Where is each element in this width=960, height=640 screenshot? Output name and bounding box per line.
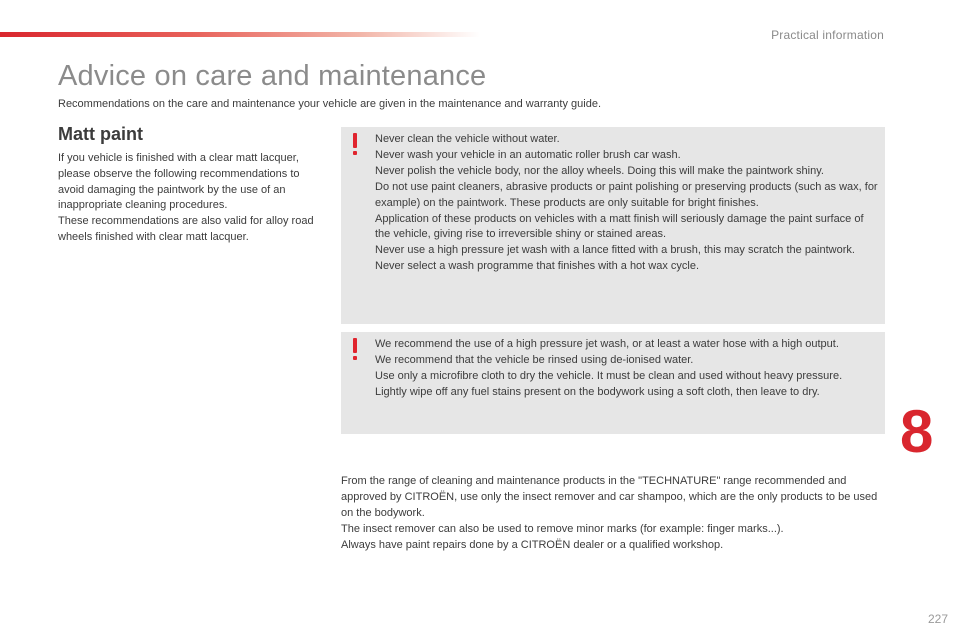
technature-info	[341, 473, 889, 553]
warning-line: Never wash your vehicle in an automatic roller brush car wash.	[375, 148, 681, 161]
paragraph: From the range of cleaning and maintenance products in the "TECHNATURE" range recommended and approved by CITROËN, use only the insect remover and car shampoo, which are the only products to be used on the bodywork.	[341, 475, 878, 519]
warning-line: Lightly wipe off any fuel stains present on the bodywork using a soft cloth, then leave to dry.	[375, 385, 820, 398]
paragraph: If you vehicle is finished with a clear matt lacquer, please observe the following recommendations to avoid damaging the paintwork by the use of an inappropriate cleaning procedures.	[58, 152, 300, 212]
chapter-number: 8	[900, 398, 934, 465]
paragraph: Always have paint repairs done by a CITROËN dealer or a qualified workshop.	[341, 539, 724, 551]
paragraph: The insect remover can also be used to remove minor marks (for example: finger marks...).	[341, 523, 784, 535]
page-title: Advice on care and maintenance	[58, 60, 487, 92]
exclamation-icon	[350, 133, 362, 159]
intro-text: Recommendations on the care and maintenance your vehicle are given in the maintenance and warranty guide.	[58, 98, 601, 110]
matt-paint-heading: Matt paint	[58, 124, 143, 144]
warning-line: Never clean the vehicle without water.	[375, 133, 560, 145]
section-label: Practical information	[771, 28, 884, 42]
warning-line: We recommend that the vehicle be rinsed using de-ionised water.	[375, 353, 694, 366]
warning-box-recommend	[341, 332, 885, 434]
matt-paint-description	[58, 151, 328, 246]
warning-line: Never select a wash programme that finishes with a hot wax cycle.	[375, 260, 700, 273]
page-number: 227	[927, 612, 948, 626]
warning-text	[375, 132, 881, 275]
warning-line: Application of these products on vehicles with a matt finish will seriously damage the paint surface of the vehicle, giving rise to irreversible shiny or stained areas.	[375, 212, 864, 241]
warning-line: We recommend the use of a high pressure jet wash, or at least a water hose with a high output.	[375, 338, 839, 350]
warning-line: Do not use paint cleaners, abrasive products or paint polishing or preserving products (such as wax, for example) on the paintwork. These products are only suitable for bright finishes.	[375, 180, 878, 209]
warning-box-dont	[341, 127, 885, 324]
header-accent-bar	[0, 32, 480, 37]
warning-line: Never use a high pressure jet wash with a lance fitted with a brush, this may scratch the paintwork.	[375, 244, 855, 257]
warning-text	[375, 337, 881, 401]
warning-line: Use only a microfibre cloth to dry the vehicle. It must be clean and used without heavy pressure.	[375, 369, 843, 382]
paragraph: These recommendations are also valid for alloy road wheels finished with clear matt lacquer.	[58, 215, 314, 243]
exclamation-icon	[350, 338, 362, 364]
warning-line: Never polish the vehicle body, nor the alloy wheels. Doing this will make the paintwork shiny.	[375, 164, 824, 177]
